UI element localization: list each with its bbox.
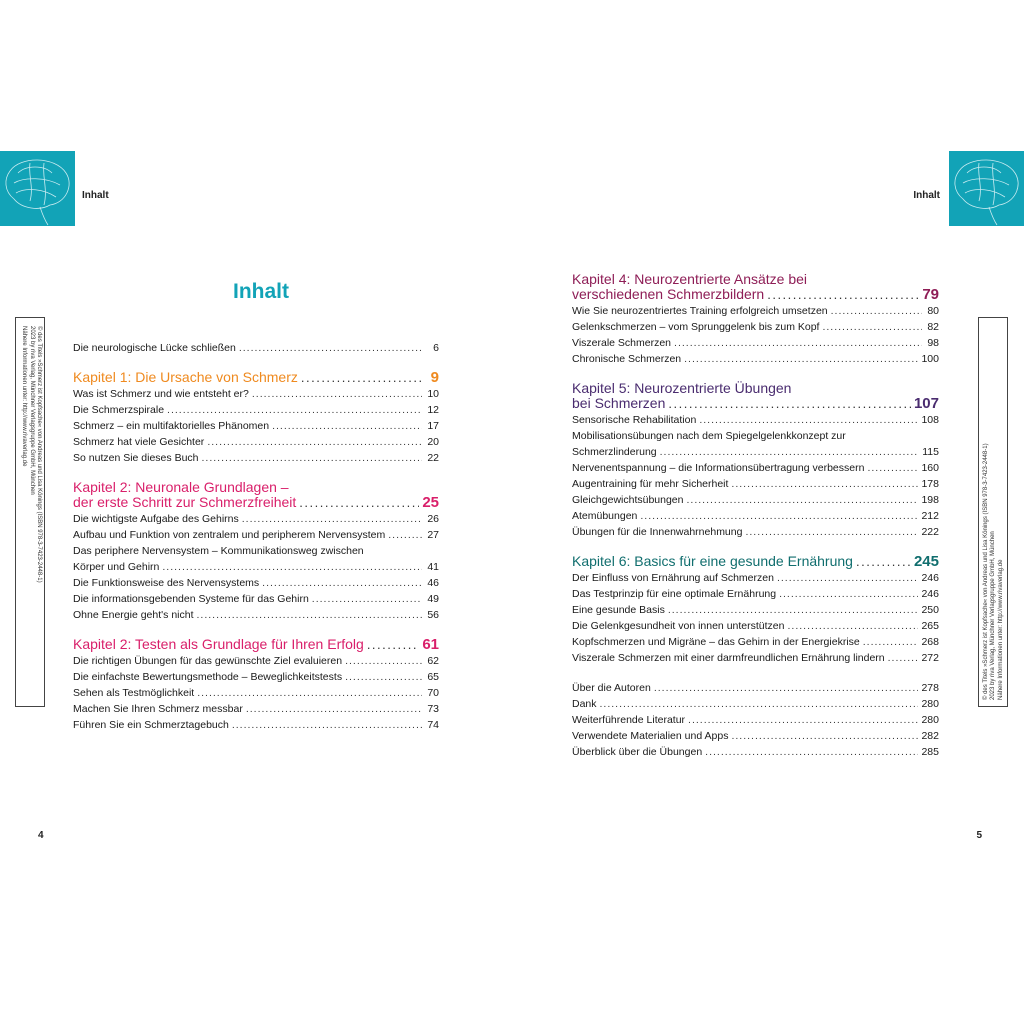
toc-entry-title: bei Schmerzen [572,395,666,411]
toc-entry-title: Die einfachste Bewertungsmethode – Beweglichkeitstests [73,671,343,683]
toc-entry-page: 74 [427,719,439,731]
toc-entry-title: der erste Schritt zur Schmerzfreiheit [73,494,297,510]
toc-entry[interactable] [73,511,439,527]
toc-entry[interactable] [73,653,439,669]
toc-entry-page: 79 [922,286,939,303]
toc-entry-page: 65 [427,671,439,683]
toc-entry-title: Die richtigen Übungen für das gewünschte Ziel evaluieren [73,655,343,667]
chapter-2-items [73,511,439,623]
toc-entry[interactable] [73,701,439,717]
toc-entry-page: 10 [427,388,439,400]
toc-entry-page: 49 [427,593,439,605]
toc-entry[interactable] [572,508,939,524]
toc-entry-page: 6 [433,342,439,354]
toc-entry[interactable] [73,669,439,685]
dot-leader [197,607,423,623]
dot-leader [745,524,918,540]
toc-entry-page: 246 [921,588,939,600]
toc-entry-page: 198 [921,494,939,506]
toc-entry[interactable] [572,351,939,367]
toc-entry-page: 98 [927,337,939,349]
page-number-right: 5 [976,830,982,841]
toc-entry-page: 178 [921,478,939,490]
toc-entry-page: 107 [913,395,939,412]
toc-entry[interactable] [572,634,939,650]
brain-icon [0,151,75,226]
dot-leader [242,511,422,527]
dot-leader [640,508,918,524]
dot-leader [272,418,422,434]
toc-entry-page: 9 [430,369,439,386]
dot-leader [246,701,422,717]
dot-leader [731,476,918,492]
toc-entry-title: Gleichgewichtsübungen [572,494,684,506]
dot-leader [232,717,422,733]
toc-entry-title: Aufbau und Funktion von zentralem und peripherem Nervensystem [73,529,386,541]
toc-entry-title: Die wichtigste Aufgabe des Gehirns [73,513,239,525]
toc-entry-page: 82 [927,321,939,333]
dot-leader [688,712,918,728]
toc-entry[interactable] [73,575,439,591]
toc-entry-title: Der Einfluss von Ernährung auf Schmerzen [572,572,774,584]
toc-entry[interactable] [572,602,939,618]
toc-entry[interactable] [73,402,439,418]
dot-leader [787,618,918,634]
dot-leader [299,495,419,510]
dot-leader [777,570,919,586]
toc-entry-page: 12 [427,404,439,416]
toc-entry[interactable] [572,728,939,744]
dot-leader [668,602,919,618]
toc-entry[interactable] [572,570,939,586]
chapter-heading-4[interactable]: Kapitel 4: Neurozentrierte Ansätze bei verschiedenen Schmerzbildern ..... 79 [572,272,939,303]
toc-entry-page: 160 [921,462,939,474]
toc-entry-title: Chronische Schmerzen [572,353,682,365]
toc-entry-line[interactable]: Das periphere Nervensystem – Kommunikationsweg zwischen [73,545,364,557]
toc-entry-page: 115 [922,446,939,458]
dot-leader [831,303,922,319]
chapter-5-items [572,412,939,540]
toc-entry-page: 108 [921,414,939,426]
toc-entry-title: Die Gelenkgesundheit von innen unterstützen [572,620,785,632]
dot-leader [705,744,918,760]
toc-entry-page: 100 [921,353,939,365]
toc-entry-title: So nutzen Sie dieses Buch [73,452,199,464]
toc-entry-title: Weiterführende Literatur [572,714,686,726]
chapter-heading-6[interactable] [572,554,939,570]
dot-leader [167,402,422,418]
dot-leader [345,669,422,685]
toc-entry-page: 22 [427,452,439,464]
toc-entry-title: Sehen als Testmöglichkeit [73,687,195,699]
toc-entry-title: Das Testprinzip für eine optimale Ernährung [572,588,777,600]
toc-entry-title: Wie Sie neurozentriertes Training erfolgreich umsetzen [572,305,828,317]
toc-entry-page: 17 [427,420,439,432]
page-number-left: 4 [38,830,44,841]
toc-entry-page: 285 [921,746,939,758]
toc-entry-page: 20 [427,436,439,448]
toc-entry[interactable] [73,434,439,450]
toc-entry[interactable] [572,712,939,728]
copyright-line: © des Titels »Schmerz ist Kopfsache« von Andreas und Lisa Könings (ISBN 978-3-7423-2448-1) [36,326,43,583]
toc-entry-title: Die Funktionsweise des Nervensystems [73,577,260,589]
toc-entry-page: 73 [427,703,439,715]
page-title: Inhalt [233,280,289,303]
toc-entry-page: 80 [927,305,939,317]
dot-leader [239,340,422,356]
toc-entry[interactable] [73,450,439,466]
toc-entry-title: Über die Autoren [572,682,651,694]
toc-entry-page: 26 [427,513,439,525]
dot-leader [822,319,922,335]
toc-entry-title: Die informationsgebenden Systeme für das Gehirn [73,593,309,605]
toc-entry-page: 70 [427,687,439,699]
toc-entry-title: Sensorische Rehabilitation [572,414,697,426]
toc-entry[interactable] [572,412,939,428]
toc-entry[interactable] [572,650,939,666]
toc-entry[interactable] [572,618,939,634]
toc-entry[interactable] [572,696,939,712]
dot-leader [668,396,911,411]
toc-entry-page: 280 [921,714,939,726]
toc-entry-page: 46 [427,577,439,589]
toc-entry-title: Kapitel 2: Testen als Grundlage für Ihren Erfolg [73,636,364,652]
toc-entry-title: Dank [572,698,597,710]
toc-entry[interactable] [73,685,439,701]
running-head-right: Inhalt [913,190,940,201]
toc-entry-line[interactable]: Mobilisationsübungen nach dem Spiegelgelenkkonzept zur [572,430,846,442]
dot-leader [301,370,422,385]
toc-entry-page: 212 [921,510,939,522]
dot-leader [684,351,918,367]
toc-entry-page: 250 [921,604,939,616]
copyright-line: Nähere Informationen unter: http://www.rivaverlag.de [21,326,28,467]
dot-leader [687,492,919,508]
copyright-line: © des Titels »Schmerz ist Kopfsache« von Andreas und Lisa Könings (ISBN 978-3-7423-2448-1) [982,443,989,700]
chapter-heading-1[interactable] [73,370,439,386]
corner-tab-left [0,151,75,226]
chapter-4-items [572,303,939,367]
dot-leader [202,450,423,466]
toc-entry[interactable] [73,559,439,575]
brain-icon [949,151,1024,226]
toc-entry-title: Die neurologische Lücke schließen [73,342,236,354]
toc-entry-page: 61 [422,636,439,653]
toc-entry[interactable] [572,444,939,460]
copyright-box-left [15,317,45,707]
dot-leader [252,386,422,402]
dot-leader [262,575,422,591]
toc-entry-title: Die Schmerzspirale [73,404,165,416]
toc-entry-title: verschiedenen Schmerzbildern [572,286,765,302]
toc-entry[interactable] [73,340,439,356]
toc-entry-title: Führen Sie ein Schmerztagebuch [73,719,229,731]
toc-entry[interactable] [572,680,939,696]
dot-leader [367,637,420,652]
copyright-line: 2023 by riva Verlag, Münchner Verlagsgruppe GmbH, München [28,326,35,495]
dot-leader [197,685,422,701]
toc-entry-page: 62 [427,655,439,667]
toc-entry-page: 222 [921,526,939,538]
chapter-1-items [73,386,439,466]
chapter-heading-2[interactable]: Kapitel 2: Neuronale Grundlagen – der erste Schritt zur Schmerzfreiheit ..... 25 [73,480,439,511]
running-head-left: Inhalt [82,190,109,201]
toc-entry-page: 278 [921,682,939,694]
dot-leader [654,680,919,696]
toc-entry-title: Schmerz hat viele Gesichter [73,436,205,448]
dot-leader [207,434,422,450]
appendix-items [572,680,939,760]
toc-entry-title: Überblick über die Übungen [572,746,703,758]
toc-entry-page: 265 [921,620,939,632]
toc-entry[interactable] [73,386,439,402]
toc-entry-page: 280 [921,698,939,710]
dot-leader [856,554,911,569]
toc-entry-page: 27 [427,529,439,541]
dot-leader [660,444,920,460]
toc-entry[interactable] [572,476,939,492]
toc-entry-title: Nervenentspannung – die Informationsübertragung verbessern [572,462,865,474]
toc-entry[interactable] [572,744,939,760]
toc-entry-page: 25 [422,494,439,511]
toc-entry-page: 268 [921,636,939,648]
dot-leader [779,586,918,602]
copyright-line: Nähere Informationen unter: http://www.rivaverlag.de [997,559,1004,700]
toc-entry[interactable] [572,492,939,508]
chapter-3-items [73,653,439,733]
toc-entry-title: Kapitel 1: Die Ursache von Schmerz [73,369,298,385]
dot-leader [699,412,918,428]
toc-entry[interactable] [572,319,939,335]
copyright-line: 2023 by riva Verlag, Münchner Verlagsgruppe GmbH, München [990,531,997,700]
toc-entry-title: Eine gesunde Basis [572,604,665,616]
toc-entry-title: Viszerale Schmerzen mit einer darmfreundlichen Ernährung lindern [572,652,885,664]
toc-entry[interactable] [572,524,939,540]
toc-entry[interactable] [572,303,939,319]
dot-leader [162,559,422,575]
dot-leader [388,527,422,543]
toc-entry-page: 41 [427,561,439,573]
toc-entry-title: Schmerzlinderung [572,446,657,458]
chapter-heading-3[interactable] [73,637,439,653]
toc-entry-title: Machen Sie Ihren Schmerz messbar [73,703,243,715]
dot-leader [767,287,919,302]
toc-entry-title: Kopfschmerzen und Migräne – das Gehirn in der Energiekrise [572,636,860,648]
toc-entry-title: Schmerz – ein multifaktorielles Phänomen [73,420,270,432]
toc-entry-title: Ohne Energie geht's nicht [73,609,194,621]
toc-entry-title: Kapitel 6: Basics für eine gesunde Ernährung [572,553,853,569]
dot-leader [867,460,918,476]
toc-entry[interactable] [572,335,939,351]
dot-leader [888,650,919,666]
toc-entry-title: Gelenkschmerzen – vom Sprunggelenk bis zum Kopf [572,321,820,333]
toc-entry-title: Was ist Schmerz und wie entsteht er? [73,388,249,400]
toc-entry[interactable] [572,586,939,602]
toc-entry-title: Verwendete Materialien und Apps [572,730,729,742]
toc-entry[interactable] [572,460,939,476]
dot-leader [674,335,922,351]
dot-leader [345,653,422,669]
toc-entry-page: 272 [921,652,939,664]
toc-entry[interactable] [73,591,439,607]
toc-entry-title: Übungen für die Innenwahrnehmung [572,526,743,538]
toc-left-column [73,340,439,733]
dot-leader [731,728,918,744]
toc-entry-page: 245 [913,553,939,570]
toc-entry-title: Augentraining für mehr Sicherheit [572,478,729,490]
chapter-heading-5[interactable]: Kapitel 5: Neurozentrierte Übungen bei Schmerzen ..... 107 [572,381,939,412]
toc-right-column [572,272,939,760]
dot-leader [863,634,919,650]
dot-leader [312,591,422,607]
dot-leader [600,696,919,712]
corner-tab-right [949,151,1024,226]
toc-entry-title: Viszerale Schmerzen [572,337,672,349]
toc-entry-title: Körper und Gehirn [73,561,160,573]
toc-entry-page: 246 [921,572,939,584]
toc-entry[interactable] [73,527,439,543]
toc-entry-title: Atemübungen [572,510,638,522]
toc-entry-page: 282 [921,730,939,742]
toc-entry[interactable] [73,418,439,434]
toc-entry[interactable] [73,607,439,623]
copyright-box-right [978,317,1008,707]
chapter-6-items [572,570,939,666]
toc-entry-page: 56 [427,609,439,621]
toc-entry[interactable] [73,717,439,733]
